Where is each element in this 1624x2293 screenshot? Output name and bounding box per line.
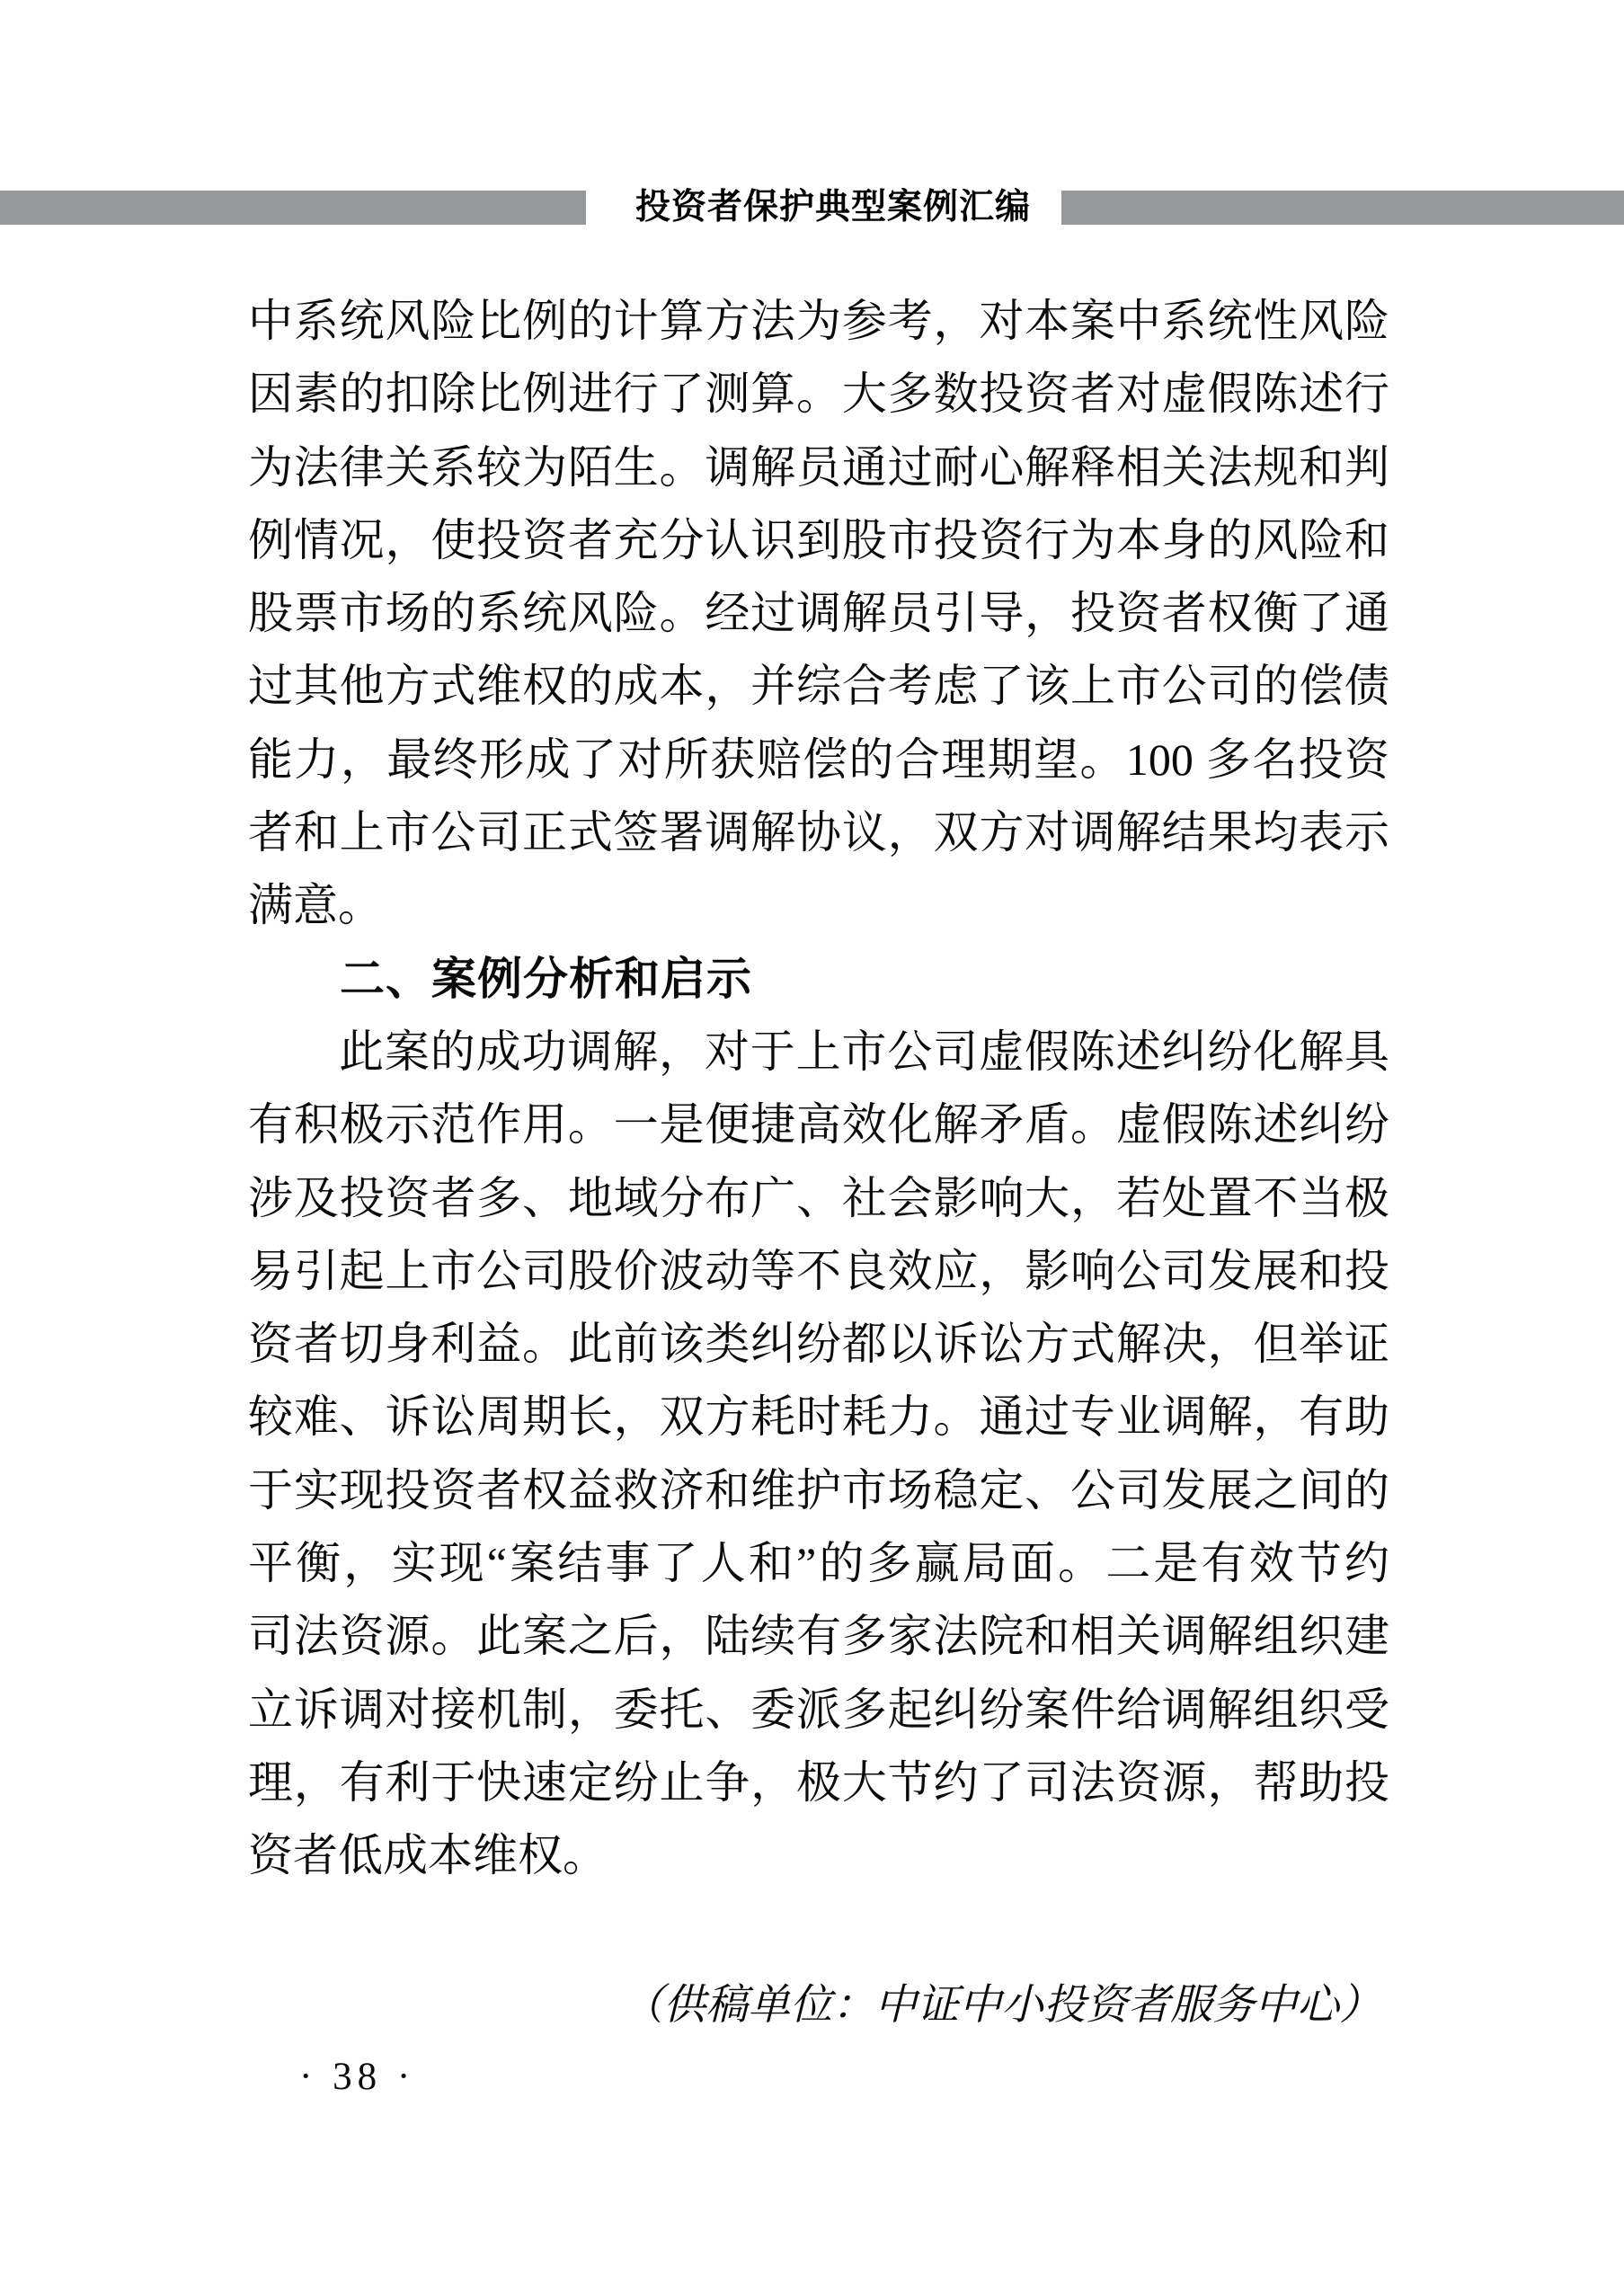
body-line: 司法资源。此案之后，陆续有多家法院和相关调解组织建 [248, 1611, 1389, 1662]
body-line: 因素的扣除比例进行了测算。大多数投资者对虚假陈述行 [248, 369, 1389, 420]
body-line: 立诉调对接机制，委托、委派多起纠纷案件给调解组织受 [248, 1684, 1389, 1735]
body-line: 涉及投资者多、地域分布广、社会影响大，若处置不当极 [248, 1172, 1389, 1223]
attribution-line: （供稿单位：中证中小投资者服务中心） [621, 1982, 1381, 2029]
body-line: 较难、诉讼周期长，双方耗时耗力。通过专业调解，有助 [248, 1391, 1389, 1443]
body-line: 为法律关系较为陌生。调解员通过耐心解释相关法规和判 [248, 441, 1389, 493]
body-line: 中系统风险比例的计算方法为参考，对本案中系统性风险 [248, 296, 1389, 346]
body-line: 资者低成本维权。 [248, 1830, 608, 1881]
body-line: 资者切身利益。此前该类纠纷都以诉讼方式解决，但举证 [248, 1319, 1389, 1370]
body-line: 满意。 [248, 880, 383, 931]
body-line: 此案的成功调解，对于上市公司虚假陈述纠纷化解具 [339, 1026, 1389, 1077]
body-line: 于实现投资者权益救济和维护市场稳定、公司发展之间的 [248, 1464, 1389, 1515]
body-line: 者和上市公司正式签署调解协议，双方对调解结果均表示 [248, 807, 1389, 858]
body-line: 股票市场的系统风险。经过调解员引导，投资者权衡了通 [248, 588, 1389, 639]
header-left-bar [0, 191, 586, 225]
header-title: 投资者保护典型案例汇编 [635, 188, 1031, 227]
body-line: 易引起上市公司股价波动等不良效应，影响公司发展和投 [248, 1245, 1389, 1296]
body-text [248, 285, 1389, 1893]
body-line: 有积极示范作用。一是便捷高效化解矛盾。虚假陈述纠纷 [248, 1099, 1389, 1151]
page-number: · 38 · [299, 2056, 416, 2098]
body-line: 过其他方式维权的成本，并综合考虑了该上市公司的偿债 [248, 661, 1389, 712]
body-line: 理，有利于快速定纷止争，极大节约了司法资源，帮助投 [248, 1756, 1389, 1808]
body-line: 例情况，使投资者充分认识到股市投资行为本身的风险和 [248, 514, 1389, 565]
body-line: 能力，最终形成了对所获赔偿的合理期望。100 多名投资 [248, 733, 1389, 785]
header-right-bar [1061, 191, 1624, 225]
body-line: 平衡，实现“案结事了人和”的多赢局面。二是有效节约 [248, 1538, 1389, 1589]
section-heading: 二、案例分析和启示 [340, 953, 752, 1004]
